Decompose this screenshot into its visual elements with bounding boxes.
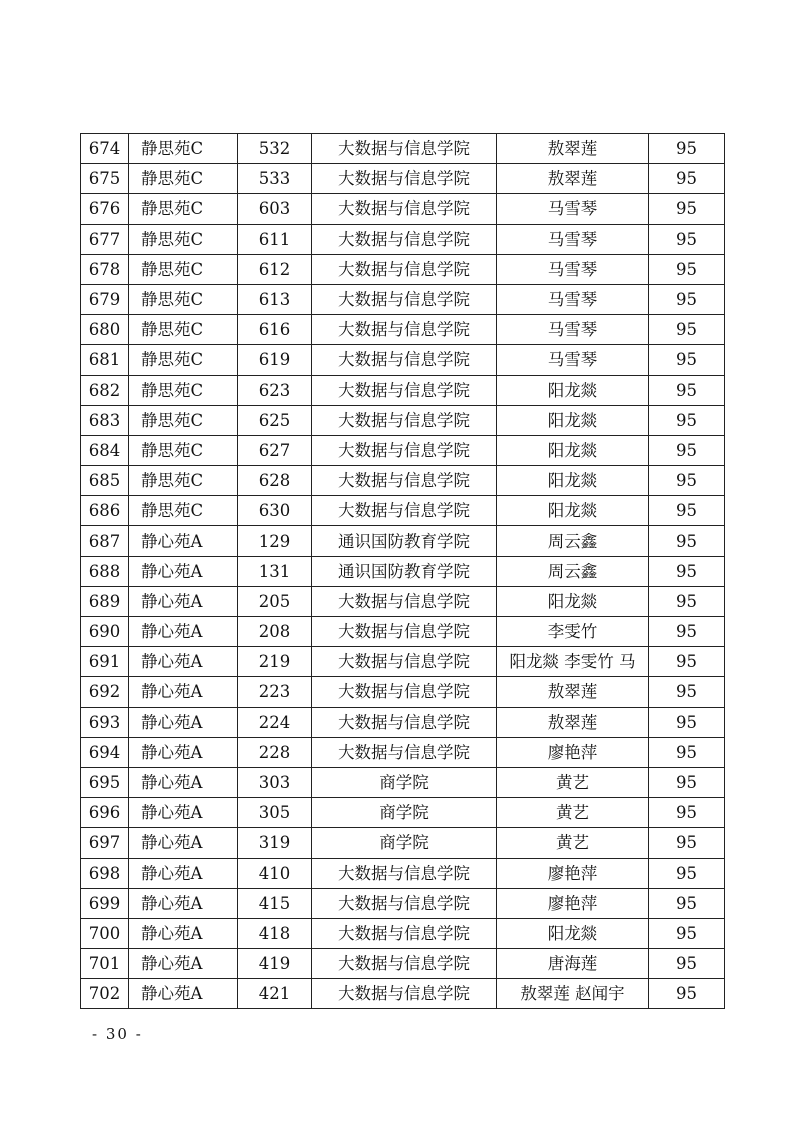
score-cell: 95	[649, 798, 725, 828]
college-cell: 大数据与信息学院	[312, 707, 497, 737]
building-cell: 静心苑A	[129, 767, 238, 797]
row-number-cell: 689	[81, 586, 129, 616]
row-number-cell: 675	[81, 164, 129, 194]
building-cell: 静思苑C	[129, 315, 238, 345]
teacher-cell: 马雪琴	[497, 345, 649, 375]
teacher-cell: 敖翠莲	[497, 134, 649, 164]
table-body	[81, 134, 725, 1009]
teacher-cell: 黄艺	[497, 767, 649, 797]
college-cell: 商学院	[312, 767, 497, 797]
row-number-cell: 681	[81, 345, 129, 375]
teacher-cell: 阳龙燚	[497, 405, 649, 435]
college-cell: 大数据与信息学院	[312, 224, 497, 254]
dormitory-score-table	[80, 133, 725, 1009]
teacher-cell: 廖艳萍	[497, 888, 649, 918]
room-number-cell: 630	[238, 496, 312, 526]
college-cell: 大数据与信息学院	[312, 888, 497, 918]
building-cell: 静心苑A	[129, 979, 238, 1009]
teacher-cell: 阳龙燚	[497, 496, 649, 526]
room-number-cell: 303	[238, 767, 312, 797]
table-row	[81, 949, 725, 979]
score-cell: 95	[649, 164, 725, 194]
table-row	[81, 375, 725, 405]
table-row	[81, 858, 725, 888]
building-cell: 静思苑C	[129, 375, 238, 405]
room-number-cell: 627	[238, 435, 312, 465]
score-cell: 95	[649, 435, 725, 465]
room-number-cell: 421	[238, 979, 312, 1009]
table-row	[81, 496, 725, 526]
building-cell: 静心苑A	[129, 556, 238, 586]
room-number-cell: 612	[238, 254, 312, 284]
row-number-cell: 676	[81, 194, 129, 224]
row-number-cell: 700	[81, 918, 129, 948]
table-row	[81, 405, 725, 435]
college-cell: 商学院	[312, 828, 497, 858]
row-number-cell: 699	[81, 888, 129, 918]
college-cell: 大数据与信息学院	[312, 284, 497, 314]
teacher-cell: 马雪琴	[497, 224, 649, 254]
room-number-cell: 219	[238, 647, 312, 677]
college-cell: 大数据与信息学院	[312, 315, 497, 345]
score-cell: 95	[649, 979, 725, 1009]
teacher-cell: 阳龙燚	[497, 375, 649, 405]
building-cell: 静思苑C	[129, 496, 238, 526]
teacher-cell: 敖翠莲	[497, 707, 649, 737]
row-number-cell: 694	[81, 737, 129, 767]
score-cell: 95	[649, 345, 725, 375]
table-row	[81, 828, 725, 858]
table-row	[81, 737, 725, 767]
row-number-cell: 674	[81, 134, 129, 164]
table-row	[81, 345, 725, 375]
room-number-cell: 415	[238, 888, 312, 918]
college-cell: 大数据与信息学院	[312, 586, 497, 616]
row-number-cell: 684	[81, 435, 129, 465]
teacher-cell: 周云鑫	[497, 526, 649, 556]
building-cell: 静思苑C	[129, 466, 238, 496]
row-number-cell: 693	[81, 707, 129, 737]
table-row	[81, 194, 725, 224]
teacher-cell: 阳龙燚	[497, 466, 649, 496]
table-row	[81, 134, 725, 164]
college-cell: 大数据与信息学院	[312, 375, 497, 405]
room-number-cell: 625	[238, 405, 312, 435]
college-cell: 大数据与信息学院	[312, 918, 497, 948]
score-cell: 95	[649, 375, 725, 405]
college-cell: 大数据与信息学院	[312, 647, 497, 677]
room-number-cell: 131	[238, 556, 312, 586]
teacher-cell: 阳龙燚 李雯竹 马	[497, 647, 649, 677]
row-number-cell: 679	[81, 284, 129, 314]
teacher-cell: 黄艺	[497, 798, 649, 828]
teacher-cell: 敖翠莲	[497, 164, 649, 194]
table-row	[81, 164, 725, 194]
row-number-cell: 685	[81, 466, 129, 496]
teacher-cell: 阳龙燚	[497, 435, 649, 465]
building-cell: 静心苑A	[129, 918, 238, 948]
building-cell: 静思苑C	[129, 435, 238, 465]
building-cell: 静心苑A	[129, 888, 238, 918]
table-row	[81, 526, 725, 556]
score-cell: 95	[649, 677, 725, 707]
building-cell: 静思苑C	[129, 134, 238, 164]
college-cell: 大数据与信息学院	[312, 254, 497, 284]
teacher-cell: 黄艺	[497, 828, 649, 858]
building-cell: 静心苑A	[129, 617, 238, 647]
row-number-cell: 687	[81, 526, 129, 556]
college-cell: 大数据与信息学院	[312, 496, 497, 526]
table-row	[81, 586, 725, 616]
college-cell: 大数据与信息学院	[312, 858, 497, 888]
page-number: - 30 -	[92, 1025, 143, 1043]
building-cell: 静思苑C	[129, 405, 238, 435]
building-cell: 静心苑A	[129, 737, 238, 767]
score-cell: 95	[649, 647, 725, 677]
row-number-cell: 696	[81, 798, 129, 828]
building-cell: 静思苑C	[129, 194, 238, 224]
building-cell: 静思苑C	[129, 345, 238, 375]
building-cell: 静思苑C	[129, 164, 238, 194]
row-number-cell: 702	[81, 979, 129, 1009]
room-number-cell: 418	[238, 918, 312, 948]
row-number-cell: 686	[81, 496, 129, 526]
score-cell: 95	[649, 194, 725, 224]
college-cell: 大数据与信息学院	[312, 949, 497, 979]
teacher-cell: 马雪琴	[497, 254, 649, 284]
table-row	[81, 284, 725, 314]
score-cell: 95	[649, 918, 725, 948]
table-row	[81, 888, 725, 918]
row-number-cell: 697	[81, 828, 129, 858]
teacher-cell: 敖翠莲	[497, 677, 649, 707]
college-cell: 大数据与信息学院	[312, 164, 497, 194]
room-number-cell: 228	[238, 737, 312, 767]
score-cell: 95	[649, 405, 725, 435]
table-row	[81, 918, 725, 948]
score-cell: 95	[649, 134, 725, 164]
building-cell: 静思苑C	[129, 254, 238, 284]
room-number-cell: 205	[238, 586, 312, 616]
college-cell: 大数据与信息学院	[312, 345, 497, 375]
row-number-cell: 695	[81, 767, 129, 797]
college-cell: 大数据与信息学院	[312, 194, 497, 224]
row-number-cell: 692	[81, 677, 129, 707]
row-number-cell: 701	[81, 949, 129, 979]
score-cell: 95	[649, 254, 725, 284]
building-cell: 静心苑A	[129, 677, 238, 707]
room-number-cell: 628	[238, 466, 312, 496]
score-cell: 95	[649, 767, 725, 797]
college-cell: 大数据与信息学院	[312, 134, 497, 164]
row-number-cell: 677	[81, 224, 129, 254]
teacher-cell: 廖艳萍	[497, 737, 649, 767]
table-row	[81, 466, 725, 496]
building-cell: 静思苑C	[129, 224, 238, 254]
teacher-cell: 阳龙燚	[497, 586, 649, 616]
teacher-cell: 周云鑫	[497, 556, 649, 586]
table-row	[81, 647, 725, 677]
table-row	[81, 767, 725, 797]
room-number-cell: 533	[238, 164, 312, 194]
room-number-cell: 613	[238, 284, 312, 314]
college-cell: 大数据与信息学院	[312, 677, 497, 707]
college-cell: 大数据与信息学院	[312, 405, 497, 435]
row-number-cell: 691	[81, 647, 129, 677]
table-row	[81, 315, 725, 345]
row-number-cell: 690	[81, 617, 129, 647]
row-number-cell: 698	[81, 858, 129, 888]
building-cell: 静心苑A	[129, 949, 238, 979]
row-number-cell: 678	[81, 254, 129, 284]
score-cell: 95	[649, 888, 725, 918]
room-number-cell: 129	[238, 526, 312, 556]
building-cell: 静心苑A	[129, 828, 238, 858]
table-row	[81, 254, 725, 284]
table-row	[81, 707, 725, 737]
teacher-cell: 李雯竹	[497, 617, 649, 647]
table-row	[81, 435, 725, 465]
teacher-cell: 马雪琴	[497, 284, 649, 314]
table-row	[81, 224, 725, 254]
room-number-cell: 305	[238, 798, 312, 828]
score-cell: 95	[649, 949, 725, 979]
row-number-cell: 683	[81, 405, 129, 435]
building-cell: 静心苑A	[129, 647, 238, 677]
room-number-cell: 410	[238, 858, 312, 888]
teacher-cell: 敖翠莲 赵闻宇	[497, 979, 649, 1009]
college-cell: 通识国防教育学院	[312, 556, 497, 586]
score-cell: 95	[649, 496, 725, 526]
teacher-cell: 阳龙燚	[497, 918, 649, 948]
score-cell: 95	[649, 858, 725, 888]
college-cell: 商学院	[312, 798, 497, 828]
score-cell: 95	[649, 707, 725, 737]
table-row	[81, 677, 725, 707]
college-cell: 大数据与信息学院	[312, 466, 497, 496]
score-cell: 95	[649, 284, 725, 314]
building-cell: 静心苑A	[129, 798, 238, 828]
teacher-cell: 马雪琴	[497, 315, 649, 345]
building-cell: 静心苑A	[129, 707, 238, 737]
room-number-cell: 603	[238, 194, 312, 224]
college-cell: 通识国防教育学院	[312, 526, 497, 556]
room-number-cell: 616	[238, 315, 312, 345]
teacher-cell: 马雪琴	[497, 194, 649, 224]
score-cell: 95	[649, 526, 725, 556]
score-cell: 95	[649, 617, 725, 647]
score-cell: 95	[649, 828, 725, 858]
row-number-cell: 680	[81, 315, 129, 345]
room-number-cell: 223	[238, 677, 312, 707]
score-cell: 95	[649, 466, 725, 496]
building-cell: 静心苑A	[129, 526, 238, 556]
room-number-cell: 619	[238, 345, 312, 375]
table-row	[81, 979, 725, 1009]
college-cell: 大数据与信息学院	[312, 979, 497, 1009]
teacher-cell: 唐海莲	[497, 949, 649, 979]
college-cell: 大数据与信息学院	[312, 737, 497, 767]
room-number-cell: 224	[238, 707, 312, 737]
room-number-cell: 611	[238, 224, 312, 254]
college-cell: 大数据与信息学院	[312, 435, 497, 465]
table-row	[81, 617, 725, 647]
score-cell: 95	[649, 224, 725, 254]
score-cell: 95	[649, 556, 725, 586]
building-cell: 静心苑A	[129, 858, 238, 888]
room-number-cell: 419	[238, 949, 312, 979]
row-number-cell: 688	[81, 556, 129, 586]
building-cell: 静心苑A	[129, 586, 238, 616]
room-number-cell: 319	[238, 828, 312, 858]
room-number-cell: 208	[238, 617, 312, 647]
score-cell: 95	[649, 315, 725, 345]
building-cell: 静思苑C	[129, 284, 238, 314]
teacher-cell: 廖艳萍	[497, 858, 649, 888]
room-number-cell: 623	[238, 375, 312, 405]
table-row	[81, 798, 725, 828]
score-cell: 95	[649, 586, 725, 616]
score-cell: 95	[649, 737, 725, 767]
college-cell: 大数据与信息学院	[312, 617, 497, 647]
room-number-cell: 532	[238, 134, 312, 164]
table-row	[81, 556, 725, 586]
row-number-cell: 682	[81, 375, 129, 405]
